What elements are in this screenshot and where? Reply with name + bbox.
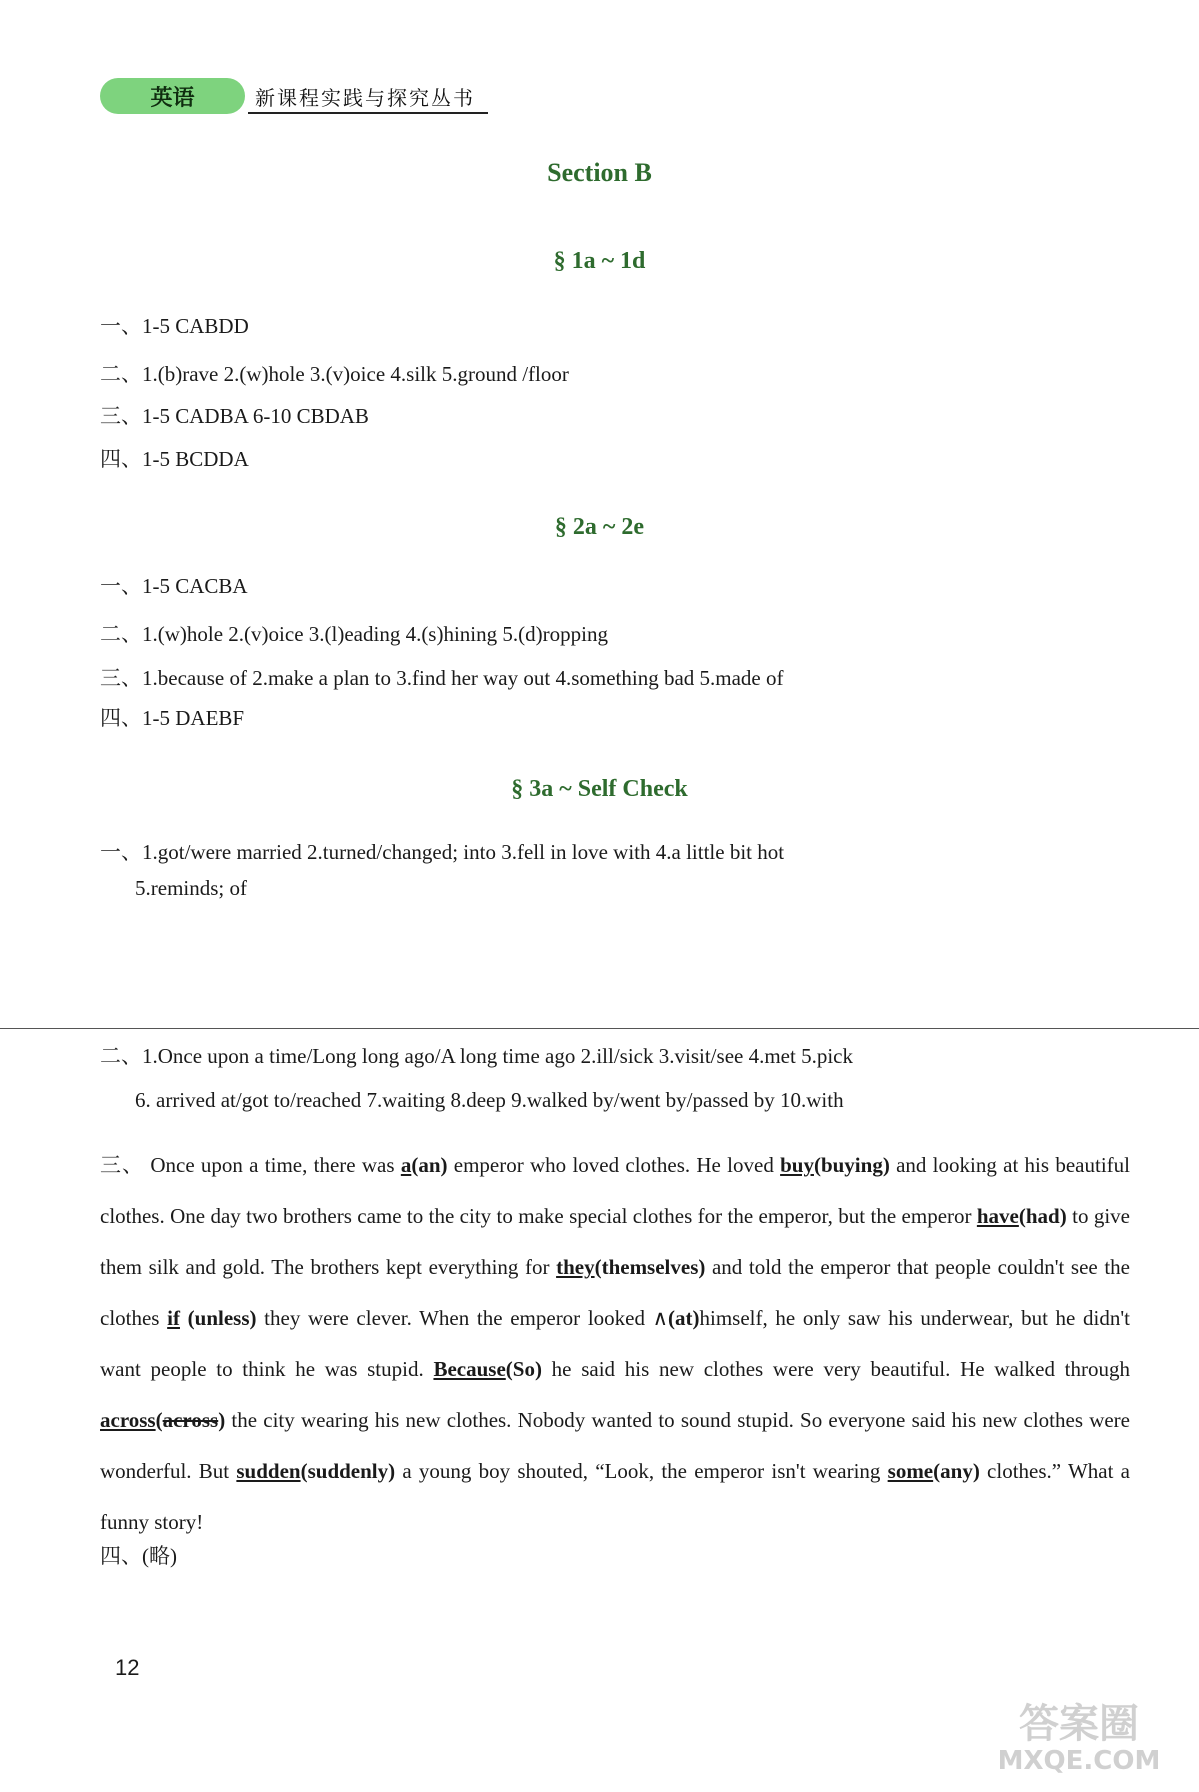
series-title: 新课程实践与探究丛书 <box>255 86 475 110</box>
answer-line: 6. arrived at/got to/reached 7.waiting 8.deep 9.walked by/went by/passed by 10.with <box>135 1088 844 1112</box>
answer-line: 三、1-5 CADBA 6-10 CBDAB <box>100 404 369 428</box>
watermark <box>979 1702 1179 1782</box>
answer-line: 四、1-5 DAEBF <box>100 706 245 730</box>
answer-line: 一、1.got/were married 2.turned/changed; into 3.fell in love with 4.a little bit hot <box>100 840 785 864</box>
part2-title: § 2a ~ 2e <box>554 514 645 540</box>
answer-line: 四、1-5 BCDDA <box>100 447 249 471</box>
section-title: Section B <box>547 158 652 187</box>
fold-divider <box>0 1028 1199 1029</box>
answer-line: 四、(略) <box>100 1544 177 1568</box>
watermark-logo: 答案圈 <box>1019 1701 1139 1747</box>
subject-label: 英语 <box>100 78 245 114</box>
answer-line: 一、1-5 CABDD <box>100 314 249 338</box>
answer-line: 5.reminds; of <box>135 876 247 900</box>
answer-line: 二、1.Once upon a time/Long long ago/A long time ago 2.ill/sick 3.visit/see 4.met 5.pick <box>100 1044 853 1068</box>
answer-line: 二、1.(b)rave 2.(w)hole 3.(v)oice 4.silk 5.ground /floor <box>100 362 569 386</box>
answer-line: 三、1.because of 2.make a plan to 3.find her way out 4.something bad 5.made of <box>100 666 784 690</box>
part3-title: § 3a ~ Self Check <box>511 776 688 802</box>
correction-paragraph: 三、 Once upon a time, there was a(an) emperor who loved clothes. He loved buy(buying) and looking at his beautiful clothes. One day two brothers came to the city to make special clothes for the emperor, but the emperor have(had) to give them silk and gold. The brothers kept everything for they(themselves) and told the emperor that people couldn't see the clothes if (unless) they were clever. When the emperor looked ∧(at)himself, he only saw his underwear, but he didn't want people to think he was stupid. Because(So) he said his new clothes were very beautiful. He walked through across(across) the city wearing his new clothes. Nobody wanted to sound stupid. So everyone said his new clothes were wonderful. But sudden(suddenly) a young boy shouted, “Look, the emperor isn't wearing some(any) clothes.” What a funny story! <box>100 1153 1130 1534</box>
watermark-site: MXQE.COM <box>997 1746 1161 1776</box>
answer-line: 二、1.(w)hole 2.(v)oice 3.(l)eading 4.(s)hining 5.(d)ropping <box>100 622 608 646</box>
part1-title: § 1a ~ 1d <box>553 248 646 274</box>
header-underline <box>248 112 488 114</box>
answer-line: 一、1-5 CACBA <box>100 574 248 598</box>
page-header <box>100 78 490 114</box>
page-number: 12 <box>115 1655 140 1680</box>
